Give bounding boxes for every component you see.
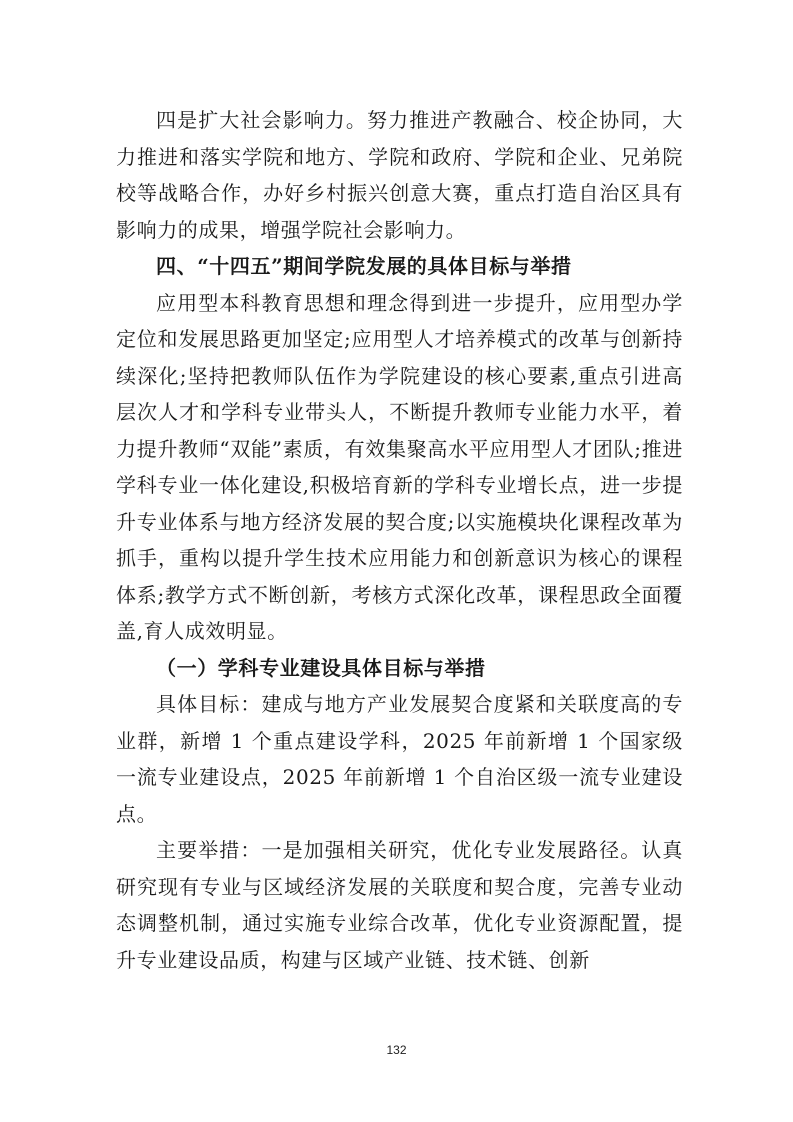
page-body bbox=[116, 102, 683, 978]
paragraph-main-measures: 主要举措：一是加强相关研究，优化专业发展路径。认真研究现有专业与区域经济发展的关联度和契合度，完善专业动态调整机制，通过实施专业综合改革，优化专业资源配置，提升专业建设品质，构建与区域产业链、技术链、创新 bbox=[116, 838, 683, 972]
paragraph-applied-undergraduate: 应用型本科教育思想和理念得到进一步提升，应用型办学定位和发展思路更加坚定;应用型人才培养模式的改革与创新持续深化;坚持把教师队伍作为学院建设的核心要素,重点引进高层次人才和学科专业带头人，不断提升教师专业能力水平，着力提升教师“双能”素质，有效集聚高水平应用型人才团队;推进学科专业一体化建设,积极培育新的学科专业增长点，进一步提升专业体系与地方经济发展的契合度;以实施模块化课程改革为抓手，重构以提升学生技术应用能力和创新意识为核心的课程体系;教学方式不断创新，考核方式深化改革，课程思政全面覆盖,育人成效明显。 bbox=[116, 290, 683, 643]
subsection-heading-discipline-construction: （一）学科专业建设具体目标与举措 bbox=[156, 655, 486, 680]
paragraph-specific-goals: 具体目标：建成与地方产业发展契合度紧和关联度高的专业群，新增 1 个重点建设学科，2025 年前新增 1 个国家级一流专业建设点，2025 年前新增 1 个自治区级一流专业建设点。 bbox=[116, 692, 683, 826]
page-number: 132 bbox=[386, 1043, 407, 1057]
section-heading-goals-measures: 四、“十四五”期间学院发展的具体目标与举措 bbox=[156, 254, 572, 278]
paragraph-social-influence: 四是扩大社会影响力。努力推进产教融合、校企协同，大力推进和落实学院和地方、学院和政府、学院和企业、兄弟院校等战略合作，办好乡村振兴创意大赛，重点打造自治区具有影响力的成果，增强学院社会影响力。 bbox=[116, 108, 683, 242]
